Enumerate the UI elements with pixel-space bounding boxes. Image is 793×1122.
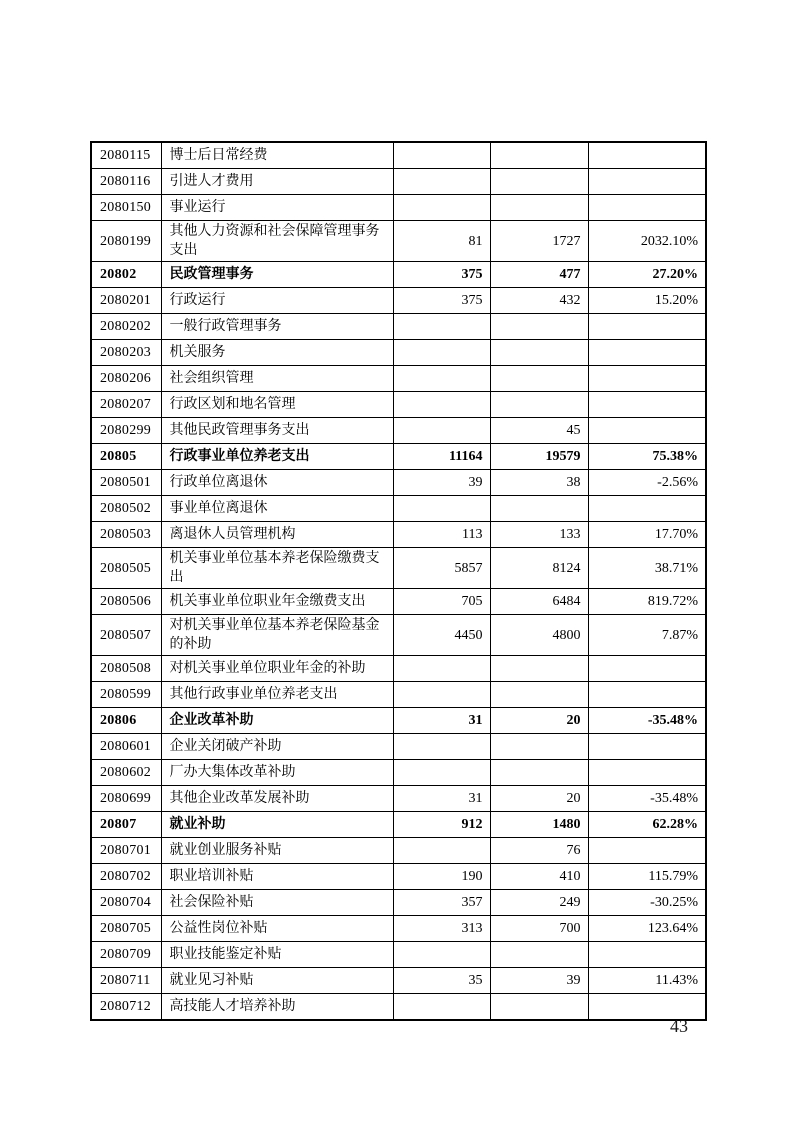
cell-name: 博士后日常经费 [161,142,393,169]
cell-name: 职业技能鉴定补贴 [161,942,393,968]
budget-table [90,141,707,1021]
cell-value-curr [490,142,588,169]
cell-name: 引进人才费用 [161,169,393,195]
cell-name: 机关服务 [161,340,393,366]
cell-pct-change [588,734,706,760]
cell-pct-change: 2032.10% [588,221,706,262]
cell-pct-change: 62.28% [588,812,706,838]
cell-name: 对机关事业单位职业年金的补助 [161,656,393,682]
cell-code: 20807 [91,812,161,838]
cell-value-prev: 5857 [393,548,490,589]
cell-value-prev [393,656,490,682]
cell-name: 公益性岗位补贴 [161,916,393,942]
cell-value-curr [490,366,588,392]
table-row [91,656,706,682]
cell-name: 厂办大集体改革补助 [161,760,393,786]
cell-value-curr: 410 [490,864,588,890]
cell-code: 2080602 [91,760,161,786]
cell-code: 2080502 [91,496,161,522]
table-row [91,169,706,195]
cell-value-prev [393,942,490,968]
cell-value-prev [393,142,490,169]
cell-name: 高技能人才培养补助 [161,994,393,1021]
cell-code: 20806 [91,708,161,734]
cell-value-prev [393,418,490,444]
cell-code: 2080709 [91,942,161,968]
table-row [91,760,706,786]
cell-code: 2080705 [91,916,161,942]
cell-value-curr [490,496,588,522]
cell-name: 行政区划和地名管理 [161,392,393,418]
cell-value-curr: 45 [490,418,588,444]
cell-pct-change [588,656,706,682]
cell-value-prev: 375 [393,288,490,314]
cell-name: 企业改革补助 [161,708,393,734]
table-row [91,942,706,968]
table-row [91,470,706,496]
cell-code: 2080505 [91,548,161,589]
cell-code: 2080201 [91,288,161,314]
table-row [91,708,706,734]
cell-code: 2080116 [91,169,161,195]
cell-value-curr: 477 [490,262,588,288]
cell-value-curr [490,195,588,221]
cell-value-curr: 700 [490,916,588,942]
cell-pct-change: 115.79% [588,864,706,890]
cell-value-prev: 31 [393,708,490,734]
cell-name: 民政管理事务 [161,262,393,288]
cell-value-curr: 4800 [490,615,588,656]
cell-value-prev [393,366,490,392]
cell-code: 2080507 [91,615,161,656]
cell-value-curr: 6484 [490,589,588,615]
cell-name: 其他企业改革发展补助 [161,786,393,812]
cell-name: 行政单位离退休 [161,470,393,496]
cell-value-curr: 39 [490,968,588,994]
cell-code: 2080202 [91,314,161,340]
cell-value-curr: 432 [490,288,588,314]
cell-name: 就业补助 [161,812,393,838]
cell-code: 2080503 [91,522,161,548]
table-row [91,812,706,838]
cell-pct-change: 75.38% [588,444,706,470]
cell-name: 机关事业单位职业年金缴费支出 [161,589,393,615]
cell-name: 行政运行 [161,288,393,314]
cell-value-curr [490,340,588,366]
cell-value-prev: 4450 [393,615,490,656]
cell-code: 2080711 [91,968,161,994]
table-row [91,916,706,942]
table-row [91,786,706,812]
cell-code: 20802 [91,262,161,288]
table-row [91,682,706,708]
cell-value-prev [393,994,490,1021]
cell-value-prev: 313 [393,916,490,942]
cell-pct-change [588,994,706,1021]
table-row [91,589,706,615]
cell-value-prev: 81 [393,221,490,262]
cell-value-prev [393,496,490,522]
cell-pct-change: 38.71% [588,548,706,589]
cell-value-prev [393,734,490,760]
cell-pct-change: -30.25% [588,890,706,916]
table-row [91,890,706,916]
cell-pct-change [588,760,706,786]
cell-value-curr [490,734,588,760]
cell-name: 事业运行 [161,195,393,221]
cell-name: 一般行政管理事务 [161,314,393,340]
cell-pct-change: 123.64% [588,916,706,942]
cell-pct-change [588,838,706,864]
cell-value-prev: 190 [393,864,490,890]
cell-value-curr: 133 [490,522,588,548]
table-row [91,864,706,890]
table-row [91,838,706,864]
cell-name: 社会组织管理 [161,366,393,392]
cell-value-prev: 705 [393,589,490,615]
table-row [91,444,706,470]
cell-value-curr [490,314,588,340]
cell-pct-change [588,169,706,195]
cell-code: 20805 [91,444,161,470]
cell-code: 2080506 [91,589,161,615]
cell-value-prev [393,169,490,195]
cell-pct-change: -2.56% [588,470,706,496]
cell-pct-change: 27.20% [588,262,706,288]
cell-value-prev [393,314,490,340]
cell-value-curr [490,942,588,968]
cell-pct-change: -35.48% [588,786,706,812]
cell-value-curr [490,682,588,708]
cell-value-curr: 1480 [490,812,588,838]
cell-value-prev: 113 [393,522,490,548]
table-row [91,968,706,994]
cell-code: 2080206 [91,366,161,392]
table-row [91,142,706,169]
cell-pct-change [588,682,706,708]
cell-value-prev [393,682,490,708]
table-row [91,615,706,656]
cell-pct-change [588,366,706,392]
cell-pct-change [588,418,706,444]
cell-value-curr: 1727 [490,221,588,262]
cell-value-prev: 375 [393,262,490,288]
cell-pct-change [588,195,706,221]
cell-value-curr: 19579 [490,444,588,470]
cell-value-prev [393,340,490,366]
cell-value-prev: 31 [393,786,490,812]
cell-value-curr: 249 [490,890,588,916]
cell-code: 2080150 [91,195,161,221]
cell-pct-change [588,314,706,340]
cell-value-prev [393,392,490,418]
cell-value-curr: 20 [490,786,588,812]
cell-value-prev: 912 [393,812,490,838]
cell-name: 就业创业服务补贴 [161,838,393,864]
cell-pct-change: 819.72% [588,589,706,615]
table-row [91,548,706,589]
cell-value-prev: 35 [393,968,490,994]
table-row [91,262,706,288]
cell-name: 其他民政管理事务支出 [161,418,393,444]
cell-code: 2080508 [91,656,161,682]
cell-code: 2080299 [91,418,161,444]
cell-value-prev [393,760,490,786]
cell-name: 社会保险补贴 [161,890,393,916]
table-row [91,418,706,444]
cell-value-curr [490,760,588,786]
cell-pct-change: 11.43% [588,968,706,994]
cell-value-curr [490,656,588,682]
cell-name: 就业见习补贴 [161,968,393,994]
cell-code: 2080207 [91,392,161,418]
cell-pct-change: -35.48% [588,708,706,734]
cell-pct-change [588,942,706,968]
page-number: 43 [670,1016,688,1036]
table-row [91,221,706,262]
cell-name: 其他人力资源和社会保障管理事务支出 [161,221,393,262]
cell-value-curr [490,994,588,1021]
table-row [91,994,706,1021]
cell-name: 离退休人员管理机构 [161,522,393,548]
cell-code: 2080702 [91,864,161,890]
cell-value-prev: 357 [393,890,490,916]
table-row [91,288,706,314]
cell-pct-change: 17.70% [588,522,706,548]
cell-pct-change [588,392,706,418]
cell-code: 2080712 [91,994,161,1021]
table-row [91,195,706,221]
cell-code: 2080601 [91,734,161,760]
cell-name: 机关事业单位基本养老保险缴费支出 [161,548,393,589]
budget-table-body [91,142,706,1020]
cell-pct-change: 7.87% [588,615,706,656]
cell-name: 行政事业单位养老支出 [161,444,393,470]
cell-name: 职业培训补贴 [161,864,393,890]
table-row [91,314,706,340]
cell-code: 2080199 [91,221,161,262]
cell-code: 2080701 [91,838,161,864]
cell-code: 2080699 [91,786,161,812]
cell-value-prev: 11164 [393,444,490,470]
table-row [91,496,706,522]
cell-value-curr [490,392,588,418]
cell-value-prev: 39 [393,470,490,496]
table-row [91,392,706,418]
cell-name: 其他行政事业单位养老支出 [161,682,393,708]
table-row [91,734,706,760]
cell-name: 对机关事业单位基本养老保险基金的补助 [161,615,393,656]
table-row [91,340,706,366]
cell-code: 2080115 [91,142,161,169]
cell-code: 2080501 [91,470,161,496]
table-row [91,366,706,392]
cell-value-curr [490,169,588,195]
cell-value-curr: 20 [490,708,588,734]
cell-code: 2080599 [91,682,161,708]
cell-name: 事业单位离退休 [161,496,393,522]
cell-value-prev [393,195,490,221]
cell-pct-change [588,496,706,522]
cell-code: 2080203 [91,340,161,366]
cell-name: 企业关闭破产补助 [161,734,393,760]
cell-pct-change [588,340,706,366]
cell-value-prev [393,838,490,864]
cell-value-curr: 38 [490,470,588,496]
cell-value-curr: 76 [490,838,588,864]
cell-pct-change: 15.20% [588,288,706,314]
cell-pct-change [588,142,706,169]
table-row [91,522,706,548]
cell-code: 2080704 [91,890,161,916]
cell-value-curr: 8124 [490,548,588,589]
